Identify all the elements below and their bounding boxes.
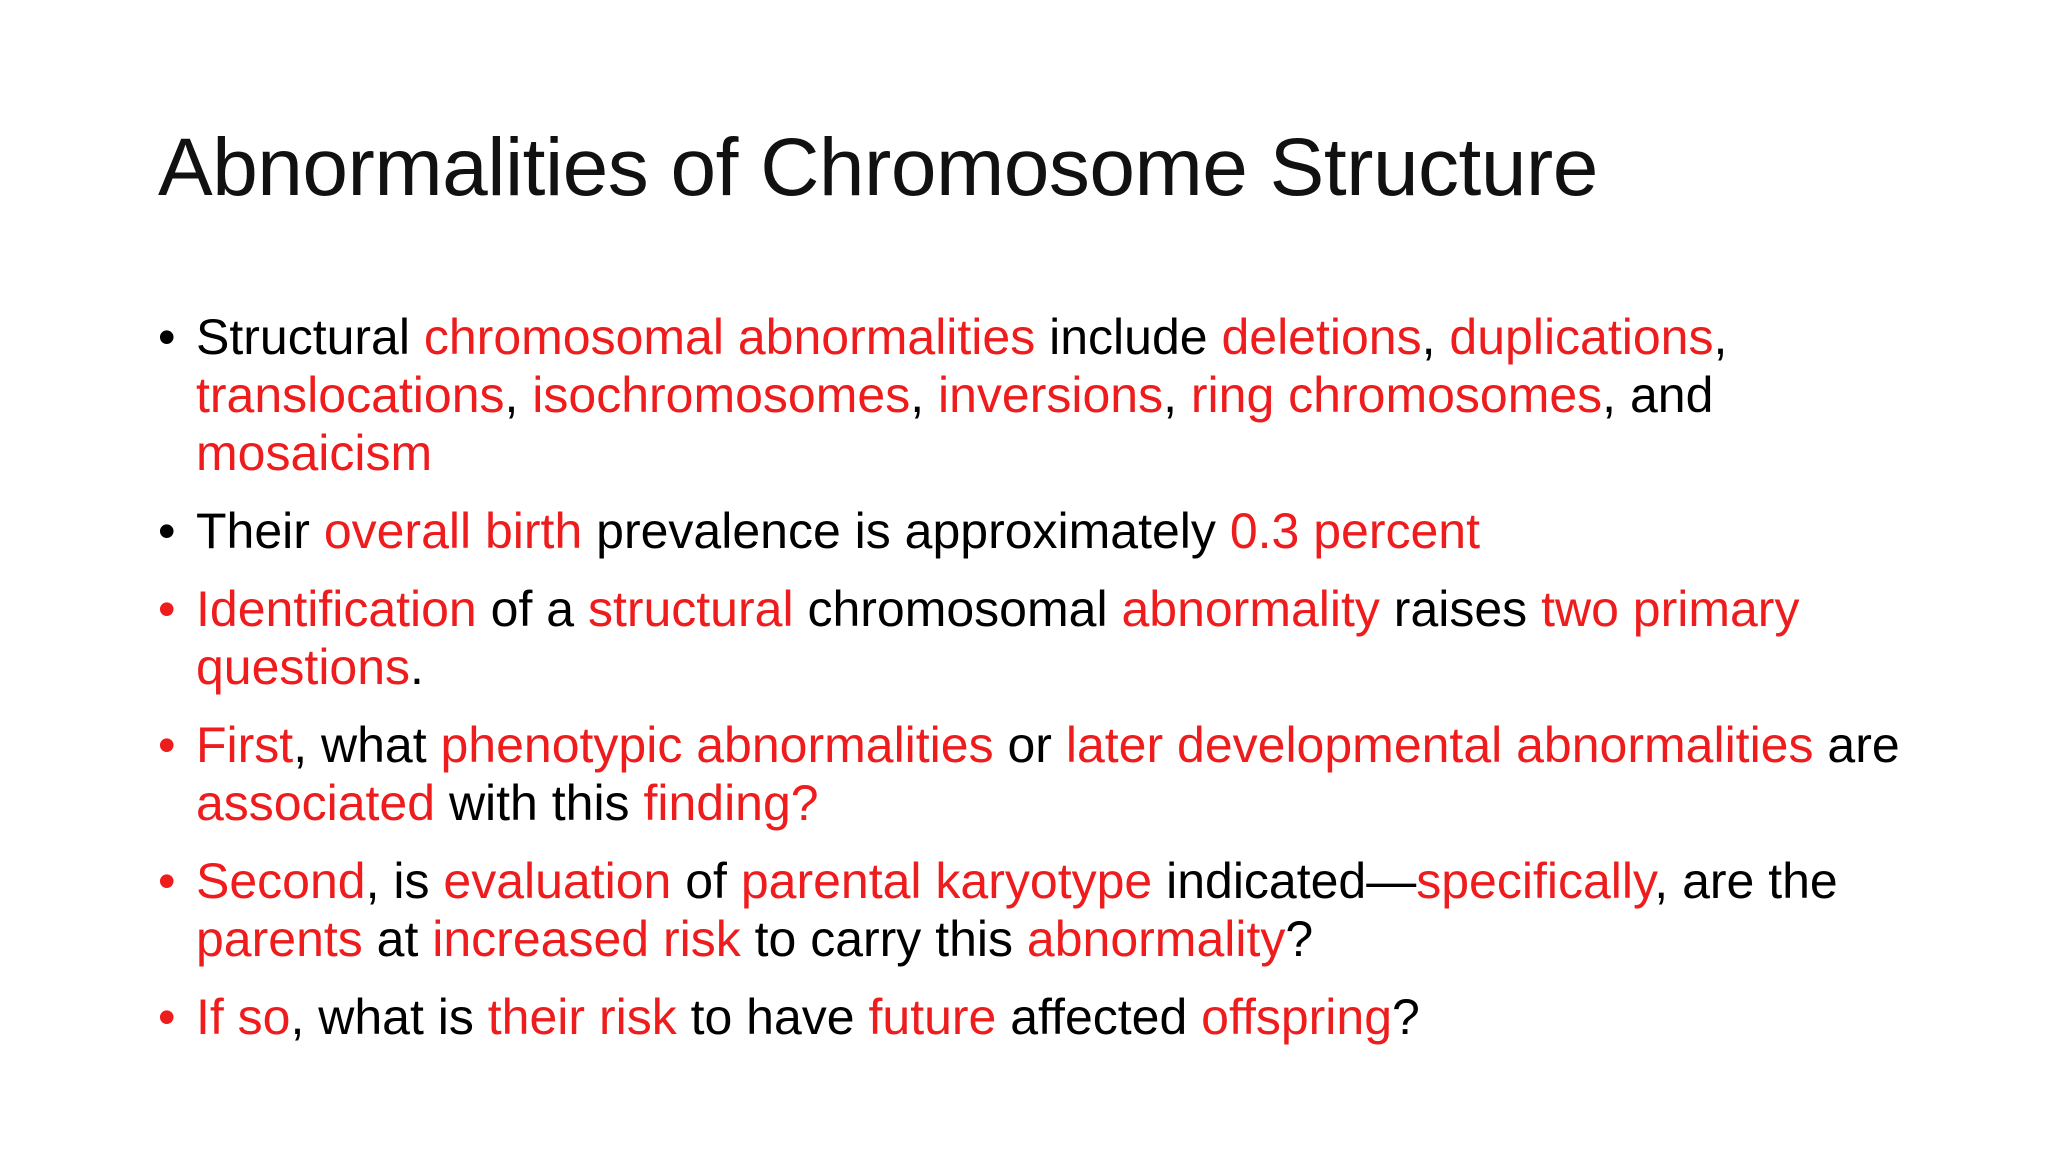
slide-title: Abnormalities of Chromosome Structure	[158, 122, 1598, 213]
highlighted-term: chromosomal abnormalities	[423, 309, 1036, 365]
text-segment: indicated—	[1152, 853, 1417, 909]
bullet-list	[158, 308, 1958, 1066]
highlighted-term: specifically	[1416, 853, 1655, 909]
text-segment: , what	[293, 717, 441, 773]
bullet-text	[196, 852, 1958, 968]
highlighted-term: inversions	[938, 367, 1164, 423]
text-segment: with this	[435, 775, 644, 831]
highlighted-term: their risk	[487, 989, 677, 1045]
bullet-text	[196, 716, 1958, 832]
text-segment: of	[671, 853, 741, 909]
text-segment: affected	[996, 989, 1202, 1045]
text-segment: Their	[196, 503, 324, 559]
highlighted-term: duplications	[1449, 309, 1714, 365]
bullet-marker: •	[158, 581, 176, 637]
highlighted-term: overall birth	[323, 503, 583, 559]
text-segment: raises	[1379, 581, 1542, 637]
text-segment: include	[1035, 309, 1222, 365]
text-segment: , and	[1602, 367, 1714, 423]
highlighted-term: isochromosomes	[532, 367, 911, 423]
text-segment: at	[362, 911, 433, 967]
text-segment: ,	[504, 367, 533, 423]
bullet-text	[196, 502, 1958, 560]
highlighted-term: mosaicism	[196, 425, 433, 481]
bullet-item-3	[158, 580, 1958, 696]
bullet-marker: •	[158, 503, 176, 559]
bullet-text	[196, 580, 1958, 696]
bullet-item-1	[158, 308, 1958, 482]
highlighted-term: 0.3 percent	[1229, 503, 1480, 559]
bullet-item-6	[158, 988, 1958, 1046]
highlighted-term: finding?	[643, 775, 819, 831]
bullet-marker: •	[158, 989, 176, 1045]
highlighted-term: Identification	[196, 581, 477, 637]
bullet-item-5	[158, 852, 1958, 968]
text-segment: ?	[1392, 989, 1420, 1045]
highlighted-term: abnormality	[1121, 581, 1380, 637]
text-segment: , are the	[1654, 853, 1838, 909]
highlighted-term: associated	[196, 775, 436, 831]
highlighted-term: parental karyotype	[740, 853, 1153, 909]
text-segment: or	[993, 717, 1066, 773]
highlighted-term: ring chromosomes	[1190, 367, 1603, 423]
highlighted-term: translocations	[196, 367, 505, 423]
bullet-item-2	[158, 502, 1958, 560]
bullet-item-4	[158, 716, 1958, 832]
text-segment: , what is	[290, 989, 488, 1045]
text-segment: ,	[1163, 367, 1191, 423]
text-segment: Structural	[196, 309, 424, 365]
text-segment: of a	[476, 581, 588, 637]
text-segment: ,	[1713, 309, 1728, 365]
highlighted-term: phenotypic abnormalities	[440, 717, 994, 773]
highlighted-term: First	[196, 717, 294, 773]
text-segment: ,	[1421, 309, 1450, 365]
highlighted-term: later developmental abnormalities	[1065, 717, 1814, 773]
bullet-text	[196, 308, 1958, 482]
bullet-text	[196, 988, 1958, 1046]
text-segment: .	[410, 639, 424, 695]
highlighted-term: If so	[196, 989, 291, 1045]
bullet-marker: •	[158, 853, 176, 909]
text-segment: to carry this	[740, 911, 1027, 967]
highlighted-term: deletions	[1221, 309, 1422, 365]
highlighted-term: two primary questions	[196, 581, 1800, 695]
text-segment: ,	[910, 367, 938, 423]
highlighted-term: offspring	[1201, 989, 1393, 1045]
highlighted-term: increased risk	[432, 911, 741, 967]
highlighted-term: abnormality	[1026, 911, 1286, 967]
text-segment: prevalence is approximately	[582, 503, 1230, 559]
text-segment: chromosomal	[793, 581, 1122, 637]
highlighted-term: future	[868, 989, 997, 1045]
highlighted-term: parents	[196, 911, 363, 967]
text-segment: to have	[676, 989, 869, 1045]
text-segment: , is	[365, 853, 444, 909]
highlighted-term: structural	[587, 581, 794, 637]
highlighted-term: Second	[196, 853, 366, 909]
bullet-marker: •	[158, 717, 176, 773]
bullet-marker: •	[158, 309, 176, 365]
highlighted-term: evaluation	[443, 853, 672, 909]
text-segment: ?	[1285, 911, 1314, 967]
text-segment: are	[1813, 717, 1900, 773]
